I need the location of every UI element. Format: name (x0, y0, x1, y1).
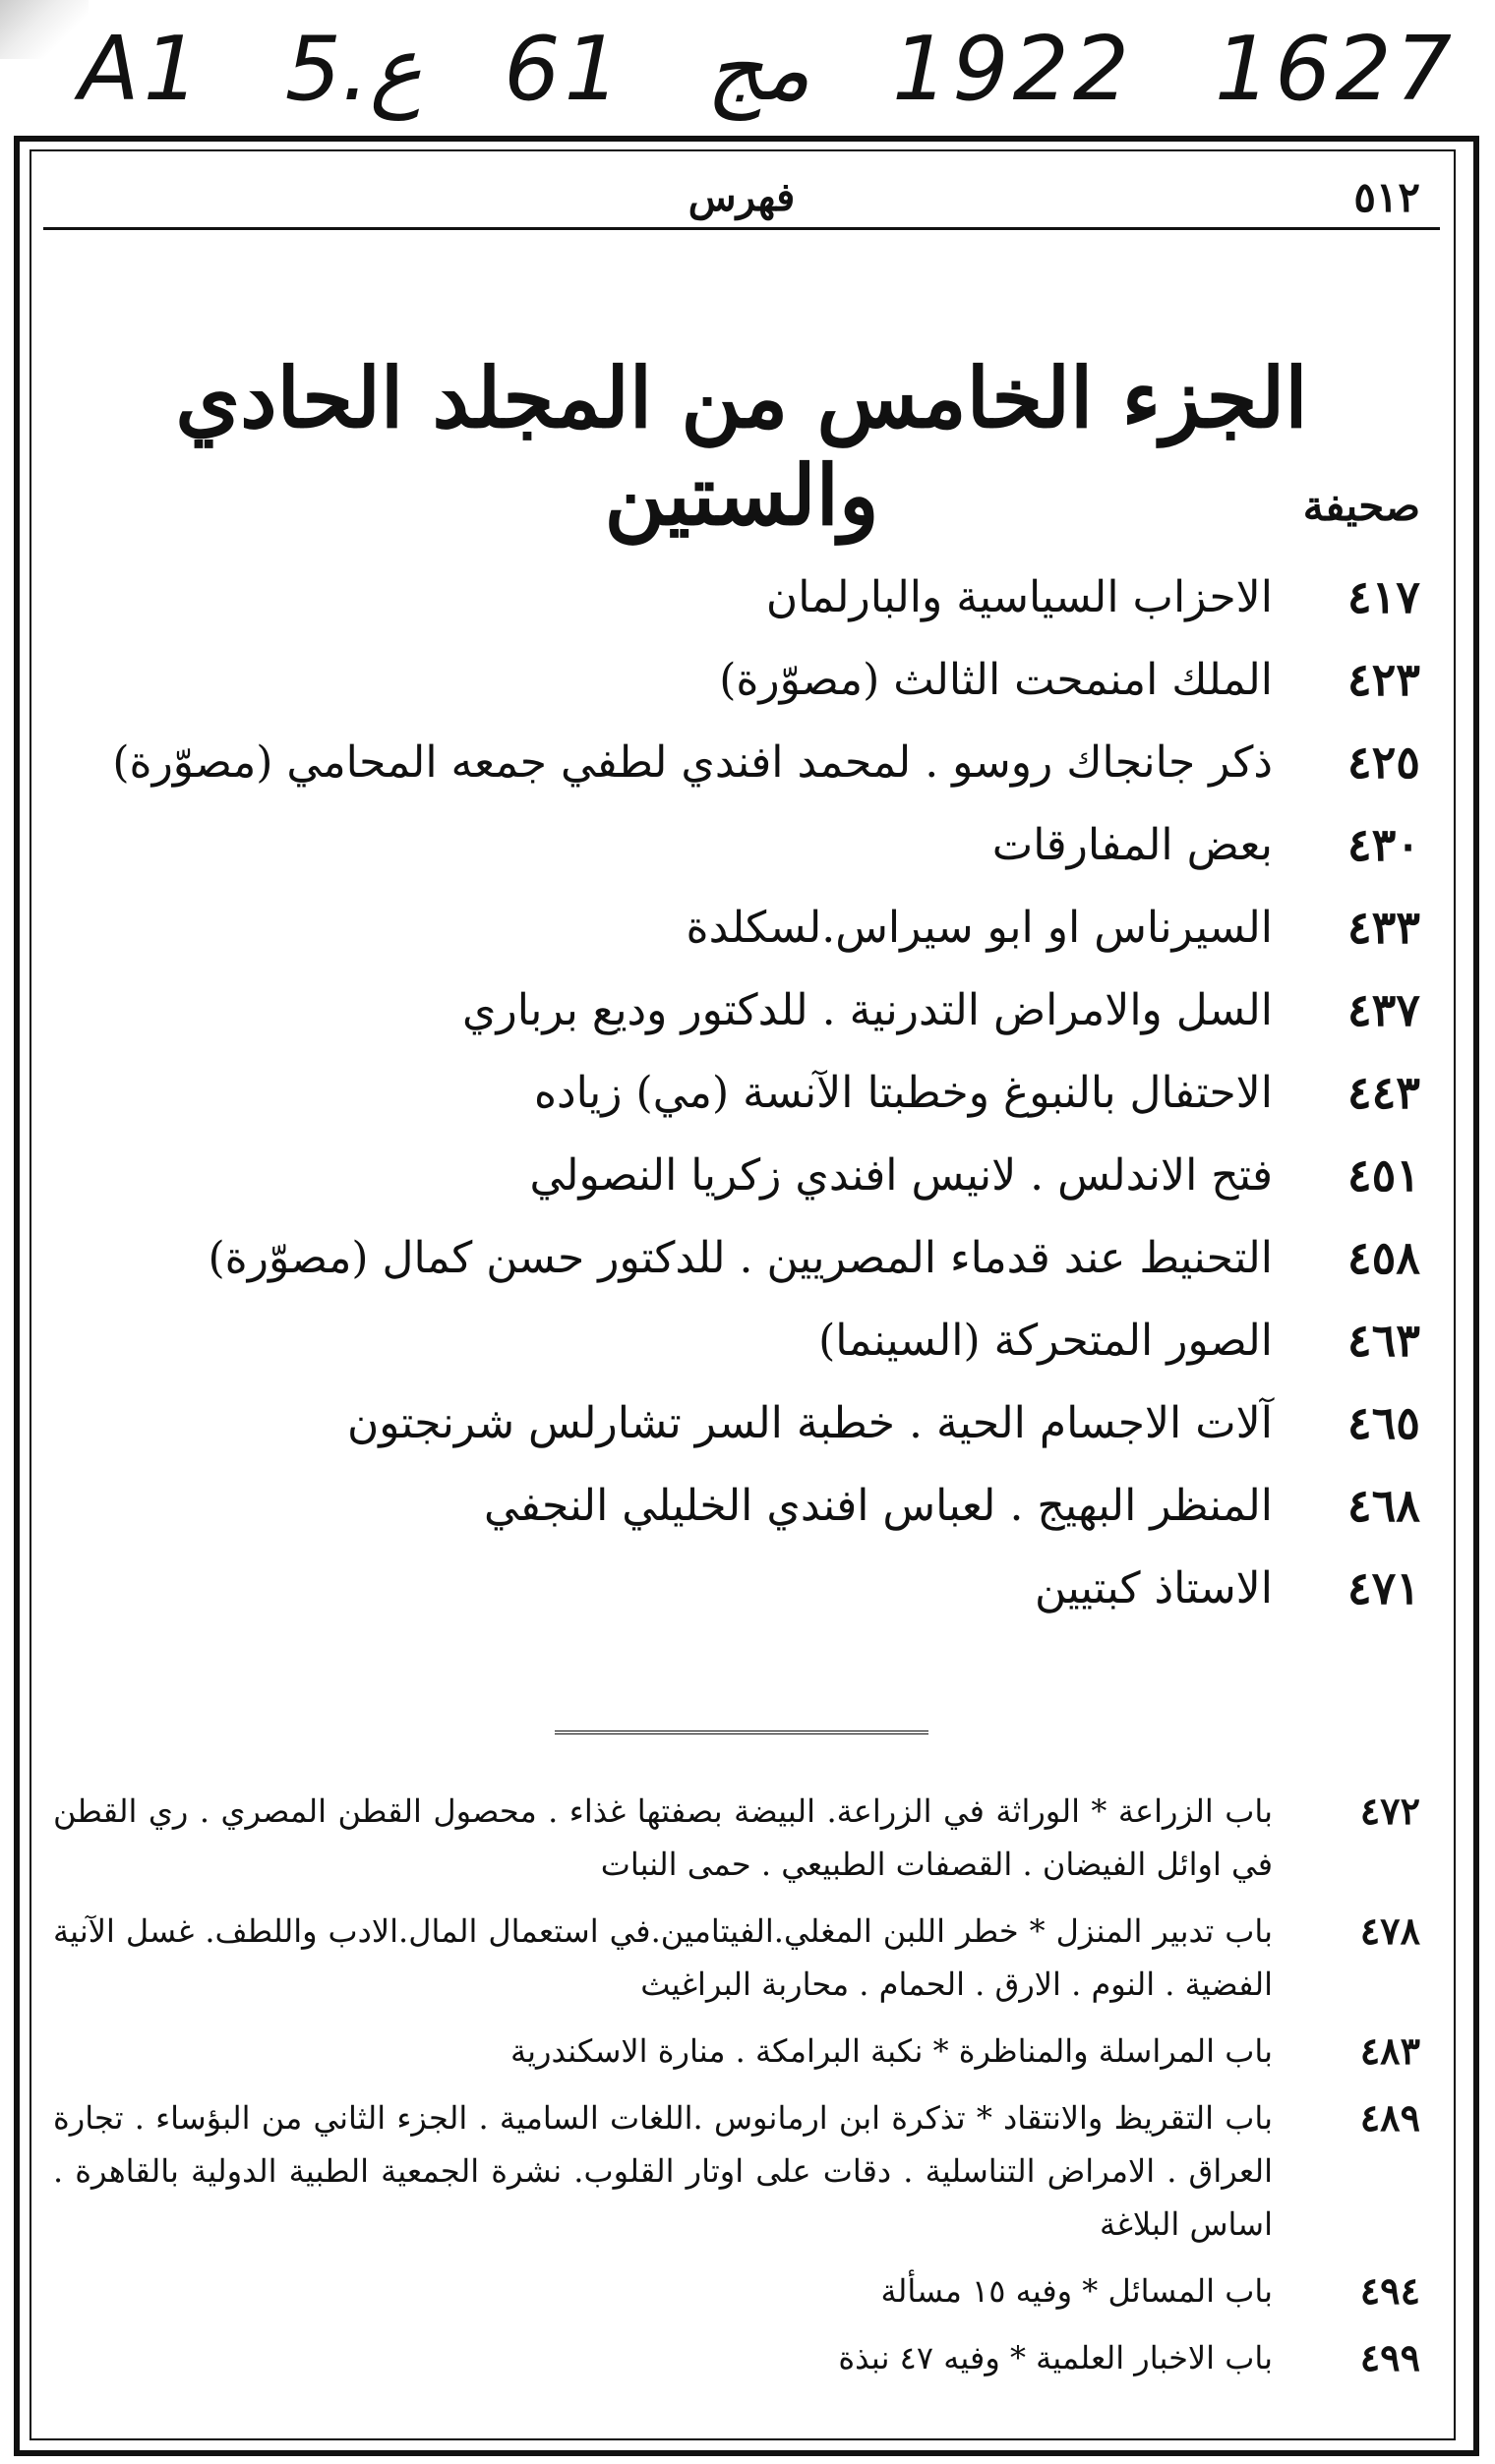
section-text: باب المسائل * وفيه ١٥ مسألة (880, 2272, 1273, 2310)
handwritten-token: A1 (79, 17, 204, 121)
entry-title: المنظر البهيج . لعباس افندي الخليلي النجفي (484, 1480, 1273, 1531)
section-page: ٤٧٢ (1359, 1789, 1420, 1833)
running-title: فهرس (688, 174, 796, 220)
entry-page: ٤٢٣ (1346, 653, 1420, 706)
section-entry (53, 2331, 1420, 2384)
section-entry (53, 1785, 1420, 1891)
contents-entry (43, 1299, 1420, 1381)
contents-list (43, 556, 1420, 1629)
entry-title: الملك امنمحت الثالث (مصوّرة) (719, 654, 1273, 705)
entry-page: ٤٣٠ (1346, 818, 1420, 871)
handwritten-token: 1922 (891, 17, 1133, 121)
contents-entry (43, 1381, 1420, 1464)
entry-title: الاستاذ كبتيين (1035, 1562, 1273, 1613)
entry-title: التحنيط عند قدماء المصريين . للدكتور حسن كمال (مصوّرة) (208, 1232, 1273, 1283)
contents-entry (43, 638, 1420, 721)
handwritten-token: 1627 (1214, 17, 1456, 121)
entry-title: بعض المفارقات (991, 819, 1273, 870)
entry-page: ٤١٧ (1346, 570, 1420, 623)
entry-page: ٤٧١ (1346, 1561, 1420, 1614)
entry-page: ٤٣٣ (1346, 901, 1420, 954)
page-number: ٥١٢ (1353, 173, 1420, 221)
section-text: باب التقريظ والانتقاد * تذكرة ابن ارمانوس .اللغات السامية . الجزء الثاني من البؤساء . تجارة العراق . الامراض التناسلية . دقات على اوتار القلوب. نشرة الجمعية الطبية الدولية بالقاهرة . اساس البلاغة (53, 2099, 1274, 2243)
contents-entry (43, 886, 1420, 968)
entry-page: ٤٦٣ (1346, 1314, 1420, 1367)
entry-page: ٤٤٣ (1346, 1066, 1420, 1119)
entry-page: ٤٥١ (1346, 1148, 1420, 1202)
section-page: ٤٨٩ (1359, 2095, 1420, 2140)
entry-title: الصور المتحركة (السينما) (818, 1315, 1273, 1366)
section-entry (53, 2091, 1420, 2251)
page-column-label: صحيفة (1302, 482, 1420, 530)
contents-entry (43, 1134, 1420, 1216)
sections-list (53, 1785, 1420, 2398)
entry-title: السيرناس او ابو سيراس.لسكلدة (686, 902, 1273, 953)
entry-page: ٤٥٨ (1346, 1231, 1420, 1284)
handwritten-token: مج (705, 17, 811, 121)
issue-title: الجزء الخامس من المجلد الحادي والستين (175, 349, 1308, 544)
contents-entry (43, 803, 1420, 886)
entry-title: فتح الاندلس . لانيس افندي زكريا النصولي (529, 1149, 1273, 1201)
entry-title: ذكر جانجاك روسو . لمحمد افندي لطفي جمعه المحامي (مصوّرة) (112, 736, 1273, 788)
section-page: ٤٧٨ (1359, 1908, 1420, 1953)
section-page: ٤٨٣ (1359, 2028, 1420, 2073)
scan-corner-shadow (0, 0, 89, 59)
entry-title: آلات الاجسام الحية . خطبة السر تشارلس شرنجتون (346, 1397, 1273, 1448)
contents-entry (43, 721, 1420, 803)
section-entry (53, 1905, 1420, 2011)
section-text: باب الزراعة * الوراثة في الزراعة. البيضة بصفتها غذاء . محصول القطن المصري . ري القطن في اوائل الفيضان . القصفات الطبيعي . حمى النبات (53, 1792, 1274, 1883)
contents-entry (43, 1547, 1420, 1629)
section-divider (555, 1731, 928, 1734)
entry-page: ٤٣٧ (1346, 983, 1420, 1036)
section-entry (53, 2264, 1420, 2317)
entry-title: الاحتفال بالنبوغ وخطبتا الآنسة (مي) زياده (534, 1067, 1273, 1118)
entry-title: السل والامراض التدرنية . للدكتور وديع برباري (462, 984, 1273, 1035)
section-text: باب الاخبار العلمية * وفيه ٤٧ نبذة (838, 2339, 1273, 2376)
entry-page: ٤٦٥ (1346, 1396, 1420, 1449)
entry-page: ٤٦٨ (1346, 1479, 1420, 1532)
contents-entry (43, 1051, 1420, 1134)
entry-title: الاحزاب السياسية والبارلمان (765, 571, 1273, 622)
handwritten-catalog-note (79, 10, 1456, 128)
contents-entry (43, 968, 1420, 1051)
section-page: ٤٩٤ (1359, 2268, 1420, 2313)
contents-entry (43, 556, 1420, 638)
section-text: باب المراسلة والمناظرة * نكبة البرامكة . منارة الاسكندرية (509, 2032, 1273, 2070)
section-page: ٤٩٩ (1359, 2335, 1420, 2379)
handwritten-token: 5.ع (284, 17, 423, 121)
entry-page: ٤٢٥ (1346, 735, 1420, 789)
index-page (43, 167, 1440, 2429)
section-entry (53, 2024, 1420, 2078)
contents-entry (43, 1216, 1420, 1299)
section-text: باب تدبير المنزل * خطر اللبن المغلي.الفيتامين.في استعمال المال.الادب واللطف. غسل الآنية الفضية . النوم . الارق . الحمام . محاربة البراغيث (53, 1912, 1273, 2003)
handwritten-token: 61 (504, 17, 625, 121)
page-header (43, 167, 1440, 230)
contents-entry (43, 1464, 1420, 1547)
